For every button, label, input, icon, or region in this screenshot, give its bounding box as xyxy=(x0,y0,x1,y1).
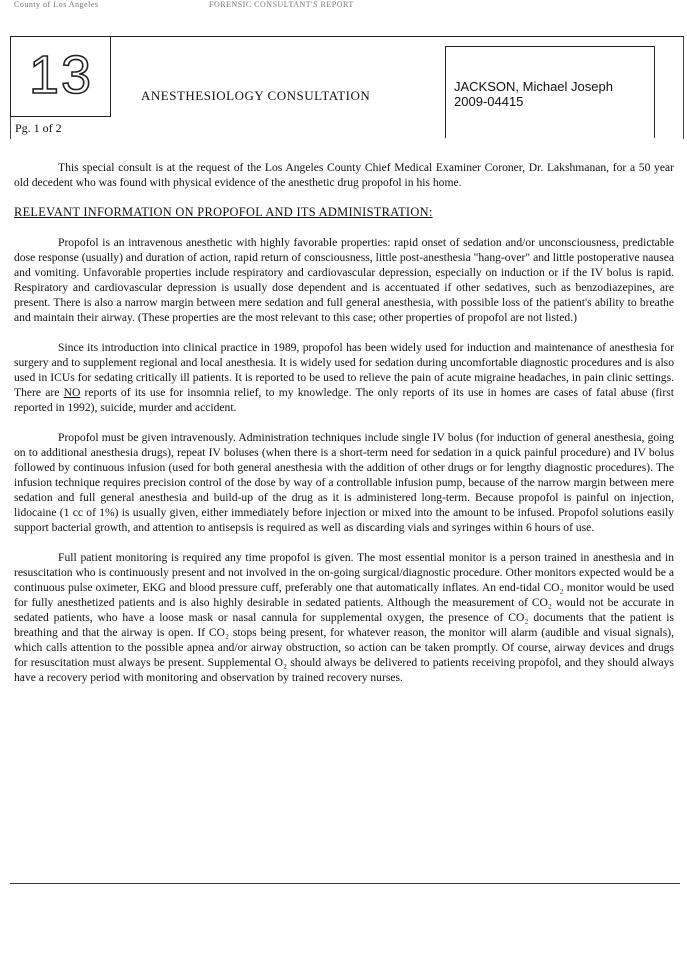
consultation-title: ANESTHESIOLOGY CONSULTATION xyxy=(141,88,371,103)
properties-paragraph: Propofol is an intravenous anesthetic with highly favorable properties: rapid onset of sedation and/or unconsciousness, predictable dose response (usually) and duration of action, rapid return of consciousness, little post-anesthesia "hang-over" and little postoperative nausea and vomiting. Unfavorable properties include respiratory and cardiovascular depression, especially on induction or if the IV bolus is rapid. Respiratory and cardiovascular depression is usually dose dependent and is accentuated if other sedatives, such as benzodiazepines, are present. There is also a narrow margin between mere sedation and full general anesthesia, with possible loss of the patient's ability to breathe and maintain their airway. (These properties are the most relevant to this case; other properties of propofol are not listed.) xyxy=(14,236,674,324)
report-body xyxy=(14,160,674,700)
patient-name: JACKSON, Michael Joseph xyxy=(454,79,613,94)
bottom-divider xyxy=(10,883,680,884)
patient-info-box xyxy=(445,46,655,138)
no-emphasis: NO xyxy=(63,386,81,399)
clinical-use-paragraph xyxy=(14,340,674,415)
fax-header-line xyxy=(14,0,354,9)
monitoring-paragraph: Full patient monitoring is required any time propofol is given. The most essential monitor is a person trained in anesthesia and in resuscitation who is continuously present and not involved in the on-going surgical/diagnostic procedure. Other monitors expected would be a continuous pulse oximeter, EKG and blood pressure cuff, preferably one that automatically inflates. An end-tidal CO₂ monitor would be used for fully anesthetized patients and is also highly desirable in sedated patients. Although the measurement of CO₂ would not be accurate in sedated patients, who have a loose mask or nasal cannula for supplemental oxygen, the presence of CO₂ documents that the patient is breathing and that the airway is open. If CO₂ stops being present, for whatever reason, the monitor will alarm (audible and visual signals), which calls attention to the possible apnea and/or airway obstruction, so action can be taken promptly. Of course, airway devices and drugs for resuscitation must always be present. Supplemental O₂ should always be delivered to patients receiving propofol, and they should always have a recovery period with monitoring and observation by trained recovery nurses. xyxy=(14,551,674,684)
document-number: 13 xyxy=(29,45,94,105)
document-number-box xyxy=(10,36,111,117)
intro-paragraph: This special consult is at the request of the Los Angeles County Chief Medical Examiner Coroner, Dr. Lakshmanan, for a 50 year old decedent who was found with physical evidence of the anesthetic drug propofol in his home. xyxy=(14,161,674,189)
county-header-text: County of Los Angeles xyxy=(14,0,99,9)
case-number: 2009-04415 xyxy=(454,94,524,109)
clinical-use-text-2: reports of its use for insomnia relief, to my knowledge. The only reports of its use in homes are cases of fatal abuse (first reported in 1992), suicide, murder and accident. xyxy=(14,386,674,414)
clinical-use-text-1: Since its introduction into clinical practice in 1989, propofol has been widely used for induction and maintenance of anesthesia for surgery and to supplement regional and local anesthesia. It is widely used for sedation during uncomfortable diagnostic procedures and is also used in ICUs for sedating critically ill patients. It is reported to be used to relieve the pain of acute migraine headaches, in pain clinic settings. There are xyxy=(14,341,674,399)
page-reference: Pg. 1 of 2 xyxy=(15,121,62,135)
section-heading: RELEVANT INFORMATION ON PROPOFOL AND ITS ADMINISTRATION: xyxy=(14,205,433,219)
administration-paragraph: Propofol must be given intravenously. Administration techniques include single IV bolus (for induction of general anesthesia, going on to additional anesthesia drugs), repeat IV boluses (when there is a short-term need for sedation in a quick painful procedure) and IV bolus followed by continuous infusion (used for both general anesthesia with the addition of other drugs or for lengthy diagnostic procedures). The infusion technique requires precision control of the dose by way of a controllable infusion pump, because of the narrow margin between mere sedation and full general anesthesia and build-up of the drug as it is administered long-term. Because propofol is painful on injection, lidocaine (1 cc of 1%) is usually given, either immediately before injection or mixed into the amount to be infused. Propofol solutions easily support bacterial growth, and attention to antisepsis is required as well as discarding vials and syringes within 6 hours of use. xyxy=(14,431,674,534)
report-header-text: FORENSIC CONSULTANT'S REPORT xyxy=(209,0,354,9)
